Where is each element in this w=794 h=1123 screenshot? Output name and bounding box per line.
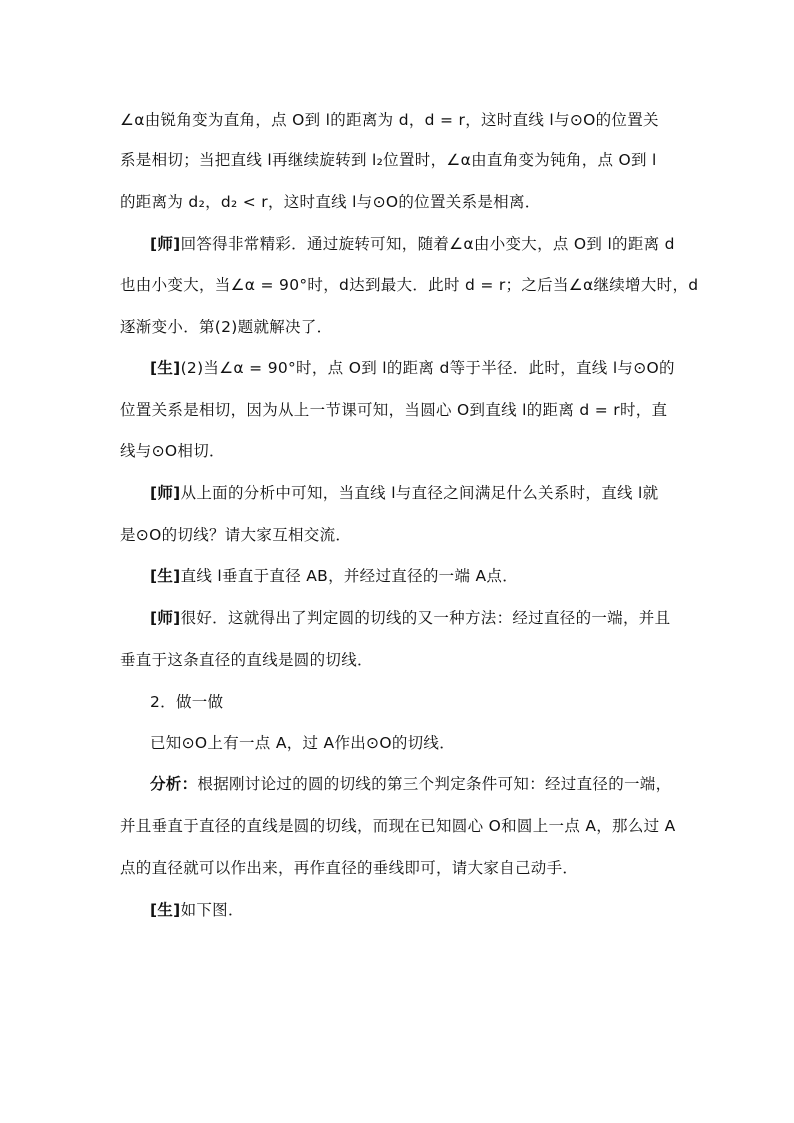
text-line: 回答得非常精彩．通过旋转可知，随着∠α由小变大，点 O到 l的距离 d — [180, 235, 675, 253]
text-line: ∠α由锐角变为直角，点 O到 l的距离为 d，d = r，这时直线 l与⊙O的位置关 — [120, 111, 659, 129]
text-line: 的距离为 d₂，d₂ < r，这时直线 l与⊙O的位置关系是相离． — [120, 193, 541, 211]
teacher-paragraph — [150, 483, 690, 503]
text-line: 直线 l垂直于直径 AB，并经过直径的一端 A点． — [180, 567, 519, 585]
speaker-label: [师] — [150, 609, 181, 627]
text-line: 也由小变大，当∠α = 90°时，d达到最大．此时 d = r；之后当∠α继续增大时，d — [120, 276, 699, 294]
speaker-label: [生] — [150, 901, 181, 919]
student-paragraph — [150, 900, 690, 920]
speaker-label: [师] — [150, 235, 181, 253]
text-line: 逐渐变小．第(2)题就解决了． — [120, 318, 333, 336]
teacher-paragraph — [150, 234, 690, 254]
speaker-label: [师] — [150, 484, 181, 502]
text-line: 线与⊙O相切． — [120, 442, 225, 460]
text-line: 从上面的分析中可知，当直线 l与直径之间满足什么关系时，直线 l就 — [180, 484, 659, 502]
text-line: 很好．这就得出了判定圆的切线的又一种方法：经过直径的一端，并且 — [180, 609, 671, 627]
student-paragraph — [150, 566, 690, 586]
analysis-paragraph — [150, 774, 690, 794]
text-line: 是⊙O的切线？请大家互相交流． — [120, 526, 352, 544]
section-heading: 2．做一做 — [150, 693, 224, 711]
analysis-label: 分析： — [150, 775, 198, 793]
text-line: 垂直于这条直径的直线是圆的切线． — [120, 651, 373, 669]
text-line: (2)当∠α = 90°时，点 O到 l的距离 d等于半径．此时，直线 l与⊙O的 — [180, 359, 675, 377]
speaker-label: [生] — [150, 567, 181, 585]
text-line: 如下图． — [180, 901, 244, 919]
text-line: 位置关系是相切，因为从上一节课可知，当圆心 O到直线 l的距离 d = r时，直 — [120, 401, 668, 419]
speaker-label: [生] — [150, 359, 181, 377]
teacher-paragraph — [150, 608, 690, 628]
text-line: 根据刚讨论过的圆的切线的第三个判定条件可知：经过直径的一端， — [197, 775, 672, 793]
text-line: 系是相切；当把直线 l再继续旋转到 l₂位置时，∠α由直角变为钝角，点 O到 l — [120, 151, 657, 169]
text-line: 已知⊙O上有一点 A，过 A作出⊙O的切线． — [150, 734, 456, 752]
text-line: 点的直径就可以作出来，再作直径的垂线即可，请大家自己动手． — [120, 859, 579, 877]
text-line: 并且垂直于直径的直线是圆的切线，而现在已知圆心 O和圆上一点 A，那么过 A — [120, 817, 676, 835]
student-paragraph — [150, 358, 690, 378]
